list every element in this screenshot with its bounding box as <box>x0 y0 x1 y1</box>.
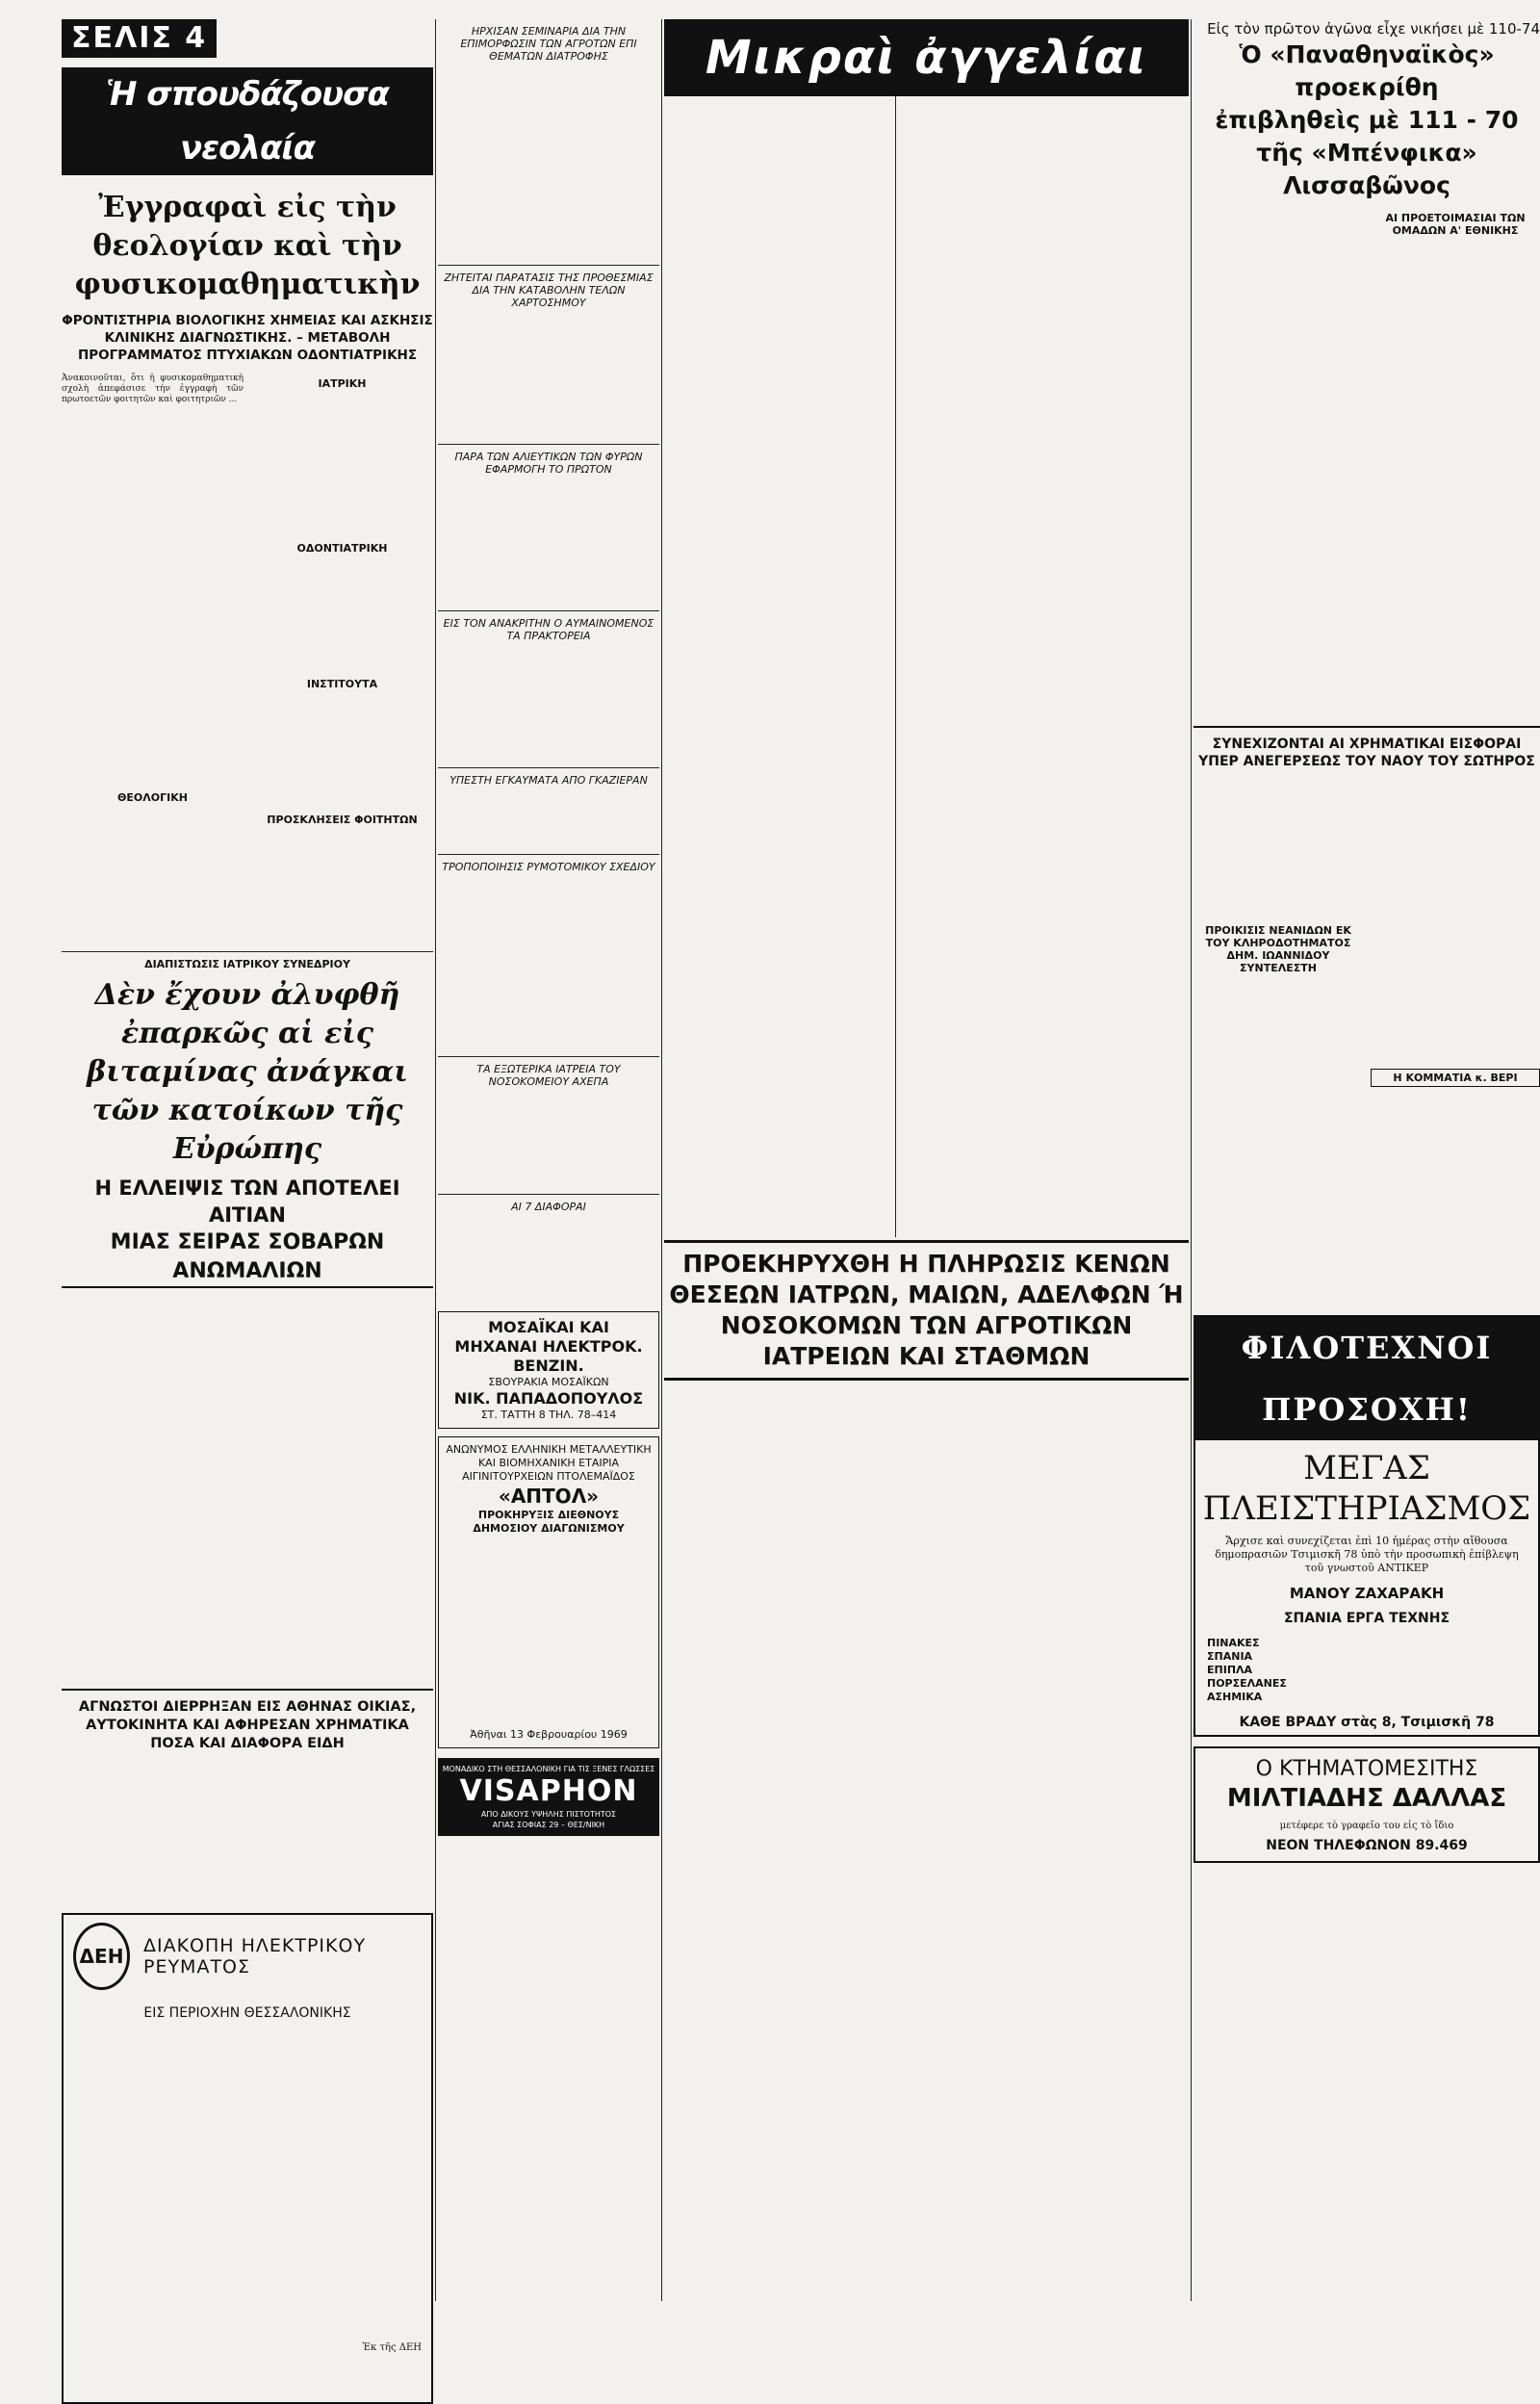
announcement-column <box>841 1390 1011 2334</box>
ad-auction-title: ΜΕΓΑΣ ΠΛΕΙΣΤΗΡΙΑΣΜΟΣ <box>1202 1449 1531 1528</box>
section-title: ΙΝΣΤΙΤΟΥΤΑ <box>306 678 378 690</box>
sports-headline-2: ἐπιβληθεὶς μὲ 111 - 70 <box>1215 106 1519 134</box>
classifieds-banner: Μικραὶ ἀγγελίαι <box>664 19 1189 96</box>
dei-header <box>73 1923 422 1990</box>
headline-paratasis: ΖΗΤΕΙΤΑΙ ΠΑΡΑΤΑΣΙΣ ΤΗΣ ΠΡΟΘΕΣΜΙΑΣ ΔΙΑ ΤΗΝ ΚΑΤΑΒΟΛΗΝ ΤΕΛΩΝ ΧΑΡΤΟΣΗΜΟΥ <box>444 271 654 309</box>
ad-aptol-date: Ἀθῆναι 13 Φεβρουαρίου 1969 <box>470 1728 628 1741</box>
dei-subtitle: ΕΙΣ ΠΕΡΙΟΧΗΝ ΘΕΣΣΑΛΟΝΙΚΗΣ <box>143 2005 351 2021</box>
ad-auction-item: ΠΙΝΑΚΕΣ <box>1207 1637 1260 1649</box>
column-rule <box>435 19 436 2301</box>
announcement-headline: ΠΡΟΕΚΗΡΥΧΘΗ Η ΠΛΗΡΩΣΙΣ ΚΕΝΩΝ ΘΕΣΕΩΝ ΙΑΤΡΩΝ, ΜΑΙΩΝ, ΑΔΕΛΦΩΝ Ή ΝΟΣΟΚΟΜΩΝ ΤΩΝ ΑΓΡΟΤΙΚΩΝ ΙΑΤΡΕΙΩΝ ΚΑΙ ΣΤΑΘΜΩΝ <box>664 1240 1189 1381</box>
subheadline-theology: ΦΡΟΝΤΙΣΤΗΡΙΑ ΒΙΟΛΟΓΙΚΗΣ ΧΗΜΕΙΑΣ ΚΑΙ ΑΣΚΗΣΙΣ ΚΛΙΝΙΚΗΣ ΔΙΑΓΝΩΣΤΙΚΗΣ. – ΜΕΤΑΒΟΛΗ ΠΡΟΓΡΑΜΜΑΤΟΣ ΠΤΥΧΙΑΚΩΝ ΟΔΟΝΤΙΑΤΡΙΚΗΣ <box>62 313 433 363</box>
sports-headline-1: Ὁ «Παναθηναϊκὸς» προεκρίθη <box>1239 40 1495 101</box>
article-text <box>1194 978 1363 1113</box>
ad-aptol-tender: ΠΡΟΚΗΡΥΞΙΣ ΔΙΕΘΝΟΥΣ ΔΗΜΟΣΙΟΥ ΔΙΑΓΩΝΙΣΜΟΥ <box>473 1509 625 1535</box>
article-text <box>62 1759 244 1903</box>
right-column <box>1194 19 1540 1252</box>
divider <box>1194 726 1540 728</box>
article-text <box>1371 343 1540 718</box>
right-lower-ads <box>1194 1240 1540 2299</box>
ad-realtor-name: ΜΙΛΤΙΑΔΗΣ ΔΑΛΛΑΣ <box>1226 1784 1507 1813</box>
article-text <box>1194 776 1363 920</box>
sports-subheadline: ΑΙ ΠΡΟΕΤΟΙΜΑΣΙΑΙ ΤΩΝ ΟΜΑΔΩΝ Α' ΕΘΝΙΚΗΣ <box>1385 212 1526 237</box>
ad-visaphon-line1: ΜΟΝΑΔΙΚΟ ΣΤΗ ΘΕΣΣΑΛΟΝΙΚΗ ΓΙΑ ΤΙΣ ΞΕΝΕΣ ΓΛΩΣΣΕΣ <box>442 1765 655 1773</box>
section-title: ΙΑΤΡΙΚΗ <box>318 377 367 390</box>
article-text <box>251 558 433 674</box>
headline-efarmogi: ΠΑΡΑ ΤΩΝ ΑΛΙΕΥΤΙΚΩΝ ΤΩΝ ΦΥΡΩΝ ΕΦΑΡΜΟΓΗ ΤΟ ΠΡΩΤΟΝ <box>454 451 643 476</box>
section-title: ΟΔΟΝΤΙΑΤΡΙΚΗ <box>296 542 388 555</box>
divider <box>438 265 659 266</box>
announcement-column <box>664 1390 834 2334</box>
divider <box>438 1194 659 1195</box>
ad-auction-item: ΑΣΗΜΙΚΑ <box>1207 1691 1263 1703</box>
subheadline-vitamins-a: Η ΕΛΛΕΙΨΙΣ ΤΩΝ ΑΠΟΤΕΛΕΙ ΑΙΤΙΑΝ <box>94 1176 400 1227</box>
section-title: ΠΡΟΣΚΛΗΣΕΙΣ ΦΟΙΤΗΤΩΝ <box>267 814 418 826</box>
ad-mosaics-address: ΣΤ. ΤΑΤΤΗ 8 ΤΗΛ. 78–414 <box>480 1409 617 1421</box>
ad-auction-schedule: ΚΑΘΕ ΒΡΑΔΥ στὰς 8, Τσιμισκῆ 78 <box>1239 1715 1495 1730</box>
headline-gas-burn: ΥΠΕΣΤΗ ΕΓΚΑΥΜΑΤΑ ΑΠΟ ΓΚΑΖΙΕΡΑΝ <box>449 774 648 787</box>
article-text <box>251 1296 433 1681</box>
article-text <box>251 694 433 810</box>
announcement-medical-posts <box>664 1240 1189 2299</box>
ad-aptol-name: «ΑΠΤΟΛ» <box>498 1485 600 1508</box>
ad-auction <box>1194 1315 1540 1737</box>
article-text <box>438 790 659 848</box>
sports-body <box>1194 208 1540 343</box>
sports-body-cont <box>1194 343 1540 718</box>
ad-mosaics <box>438 1311 659 1429</box>
headline-anakrisi: ΕΙΣ ΤΟΝ ΑΝΑΚΡΙΤΗΝ Ο ΑΥΜΑΙΝΟΜΕΝΟΣ ΤΑ ΠΡΑΚΤΟΡΕΙΑ <box>443 617 654 642</box>
ad-auction-items <box>1195 1631 1538 1710</box>
headline-contributions: ΣΥΝΕΧΙΖΟΝΤΑΙ ΑΙ ΧΡΗΜΑΤΙΚΑΙ ΕΙΣΦΟΡΑΙ ΥΠΕΡ ΑΝΕΓΕΡΣΕΩΣ ΤΟΥ ΝΑΟΥ ΤΟΥ ΣΩΤΗΡΟΣ <box>1198 737 1535 769</box>
article-text <box>62 1296 244 1681</box>
article-text <box>1194 343 1363 718</box>
page-number-logo: ΣΕΛΙΣ 4 <box>62 19 217 58</box>
ad-aptol-company: ΑΝΩΝΥΜΟΣ ΕΛΛΗΝΙΚΗ ΜΕΤΑΛΛΕΥΤΙΚΗ ΚΑΙ ΒΙΟΜΗΧΑΝΙΚΗ ΕΤΑΙΡΙΑ ΑΙΓΙΝΙΤΟΥΡΧΕΙΩΝ ΠΤΟΛΕΜΑΪΔΟΣ <box>446 1443 652 1483</box>
article-body-burglaries <box>62 1759 433 1903</box>
article-text <box>438 1217 659 1304</box>
ad-visaphon-logo: VISAPHON <box>459 1774 638 1808</box>
ad-aptol <box>438 1436 659 1748</box>
article-text <box>438 479 659 605</box>
ad-realtor-title: Ο ΚΤΗΜΑΤΟΜΕΣΙΤΗΣ <box>1255 1757 1478 1781</box>
contributions-body <box>1194 776 1540 920</box>
ad-visaphon-line2: ΑΠΟ ΔΙΚΟΥΣ ΥΨΗΛΗΣ ΠΙΣΤΟΤΗΤΟΣ <box>480 1810 617 1819</box>
headline-ahepa: ΤΑ ΕΞΩΤΕΡΙΚΑ ΙΑΤΡΕΙΑ ΤΟΥ ΝΟΣΟΚΟΜΕΙΟΥ ΑΧΕΠΑ <box>476 1063 621 1088</box>
sports-headline-3: τῆς «Μπένφικα» Λισσαβῶνος <box>1256 139 1477 199</box>
article-text <box>1194 208 1363 343</box>
left-column <box>62 19 433 2353</box>
headline-seminars: ΗΡΧΙΣΑΝ ΣΕΜΙΝΑΡΙΑ ΔΙΑ ΤΗΝ ΕΠΙΜΟΡΦΩΣΙΝ ΤΩΝ ΑΓΡΟΤΩΝ ΕΠΙ ΘΕΜΑΤΩΝ ΔΙΑΤΡΟΦΗΣ <box>460 25 637 63</box>
classifieds-grid <box>664 104 1189 1221</box>
announcement-column <box>1019 1390 1189 2334</box>
dei-schedule-text <box>73 2029 422 2337</box>
article-text <box>1371 920 1540 1065</box>
column-rule <box>661 19 662 2301</box>
article-text <box>1194 1240 1540 1307</box>
ad-auction-item: ΠΟΡΣΕΛΑΝΕΣ <box>1207 1677 1287 1690</box>
ad-mosaics-name: ΝΙΚ. ΠΑΠΑΔΟΠΟΥΛΟΣ <box>453 1389 644 1408</box>
dei-signature: Ἐκ τῆς ΔΕΗ <box>362 2342 422 2353</box>
ad-realtor <box>1194 1746 1540 1863</box>
section-title: ΘΕΟΛΟΓΙΚΗ <box>117 791 188 804</box>
article-text <box>438 66 659 259</box>
article-text: Ἀνακοινοῦται, ὅτι ἡ φυσικομαθηματικὴ σχολὴ ἀπεφάσισε τὴν ἐγγραφὴ τῶν πρωτοετῶν φοιτητῶν καὶ φοιτητριῶν ... <box>62 374 244 404</box>
headline-dowry: ΠΡΟΙΚΙΣΙΣ ΝΕΑΝΙΔΩΝ ΕΚ ΤΟΥ ΚΛΗΡΟΔΟΤΗΜΑΤΟΣ ΔΗΜ. ΙΩΑΝΝΙΔΟΥ ΣΥΝΤΕΛΕΣΤΗ <box>1205 924 1351 974</box>
sports-kicker: Εἰς τὸν πρῶτον ἀγῶνα εἶχε νικήσει μὲ 110-74 <box>1207 20 1540 38</box>
section-banner: Ἡ σπουδάζουσα νεολαία <box>62 67 433 175</box>
divider <box>62 951 433 952</box>
article-body-vitamins <box>62 1296 433 1681</box>
headline-kommatia: Η ΚΟΜΜΑΤΙΑ κ. ΒΕΡΙ <box>1371 1069 1540 1087</box>
ad-visaphon-address: ΑΓΙΑΣ ΣΟΦΙΑΣ 29 – ΘΕΣ/ΝΙΚΗ <box>492 1821 605 1829</box>
divider <box>62 1689 433 1691</box>
article-text <box>438 313 659 438</box>
ad-aptol-text <box>445 1536 653 1728</box>
ad-auction-item: ΕΠΙΠΛΑ <box>1207 1664 1253 1676</box>
article-text <box>251 394 433 538</box>
divider <box>438 1056 659 1057</box>
dei-logo-icon: ΔΕΗ <box>73 1923 130 1990</box>
ad-visaphon <box>438 1758 659 1836</box>
divider <box>438 767 659 768</box>
classifieds-column <box>664 104 834 1221</box>
ad-realtor-text: μετέφερε τὸ γραφεῖο του εἰς τὸ ἴδιο <box>1279 1821 1454 1831</box>
headline-theology: Ἐγγραφαὶ εἰς τὴν θεολογίαν καὶ τὴν φυσικομαθηματικὴν <box>74 191 421 301</box>
article-text <box>438 1092 659 1188</box>
dowry-section <box>1194 920 1540 1113</box>
headline-vitamins: Δὲν ἔχουν ἀλυφθῆ ἐπαρκῶς αἱ εἰς βιταμίνας ἀνάγκαι τῶν κατοίκων τῆς Εὐρώπης <box>87 978 408 1166</box>
divider <box>438 610 659 611</box>
article-body-theology <box>62 374 433 945</box>
classifieds-column <box>1019 104 1189 1221</box>
headline-town-plan: ΤΡΟΠΟΠΟΙΗΣΙΣ ΡΥΜΟΤΟΜΙΚΟΥ ΣΧΕΔΙΟΥ <box>442 861 655 873</box>
ad-mosaics-sub: ΣΒΟΥΡΑΚΙΑ ΜΟΣΑΪΚΩΝ <box>488 1376 609 1388</box>
subheadline-vitamins-b: ΜΙΑΣ ΣΕΙΡΑΣ ΣΟΒΑΡΩΝ ΑΝΩΜΑΛΙΩΝ <box>62 1228 433 1288</box>
article-text <box>1371 776 1540 920</box>
classifieds-column <box>841 104 1011 1221</box>
ad-auction-dealer: ΜΑΝΟΥ ΖΑΧΑΡΑΚΗ <box>1289 1585 1445 1602</box>
article-text <box>62 808 244 923</box>
article-text <box>438 877 659 1050</box>
ad-auction-item: ΣΠΑΝΙΑ <box>1207 1650 1253 1663</box>
announcement-columns <box>664 1390 1189 2334</box>
article-text <box>251 830 433 945</box>
ad-realtor-phone: ΝΕΟΝ ΤΗΛΕΦΩΝΟΝ 89.469 <box>1266 1838 1468 1853</box>
classifieds-section <box>664 19 1189 1237</box>
divider <box>438 444 659 445</box>
second-column <box>438 19 659 2311</box>
column-rule <box>1191 19 1192 2301</box>
kicker-medical-congress: ΔΙΑΠΙΣΤΩΣΙΣ ΙΑΤΡΙΚΟΥ ΣΥΝΕΔΡΙΟΥ <box>144 958 350 970</box>
ad-auction-rare: ΣΠΑΝΙΑ ΕΡΓΑ ΤΕΧΝΗΣ <box>1283 1611 1450 1626</box>
headline-7-differences: ΑΙ 7 ΔΙΑΦΟΡΑΙ <box>511 1201 586 1213</box>
article-text <box>1371 241 1540 337</box>
divider <box>438 854 659 855</box>
ad-auction-intro: Ἄρχισε καὶ συνεχίζεται ἐπὶ 10 ἡμέρας στὴν αἴθουσα δημοπρασιῶν Τσιμισκῆ 78 ὑπὸ τὴν προσωπικὴ ἐπίβλεψη τοῦ γνωστοῦ ΑΝΤΙΚΕΡ <box>1215 1535 1519 1574</box>
article-text <box>438 646 659 762</box>
headline-burglaries: ΑΓΝΩΣΤΟΙ ΔΙΕΡΡΗΞΑΝ ΕΙΣ ΑΘΗΝΑΣ ΟΙΚΙΑΣ, ΑΥΤΟΚΙΝΗΤΑ ΚΑΙ ΑΦΗΡΕΣΑΝ ΧΡΗΜΑΤΙΚΑ ΠΟΣΑ ΚΑΙ ΔΙΑΦΟΡΑ ΕΙΔΗ <box>78 1699 417 1751</box>
ad-mosaics-title: ΜΟΣΑΪΚΑΙ ΚΑΙ ΜΗΧΑΝΑΙ ΗΛΕΚΤΡΟΚ. ΒΕΝΖΙΝ. <box>454 1318 643 1375</box>
dei-notice <box>62 1913 433 2404</box>
dei-title: ΔΙΑΚΟΠΗ ΗΛΕΚΤΡΙΚΟΥ ΡΕΥΜΑΤΟΣ <box>142 1935 367 1977</box>
article-text <box>251 1759 433 1903</box>
ad-auction-banner: ΦΙΛΟΤΕΧΝΟΙ ΠΡΟΣΟΧΗ! <box>1195 1317 1538 1440</box>
